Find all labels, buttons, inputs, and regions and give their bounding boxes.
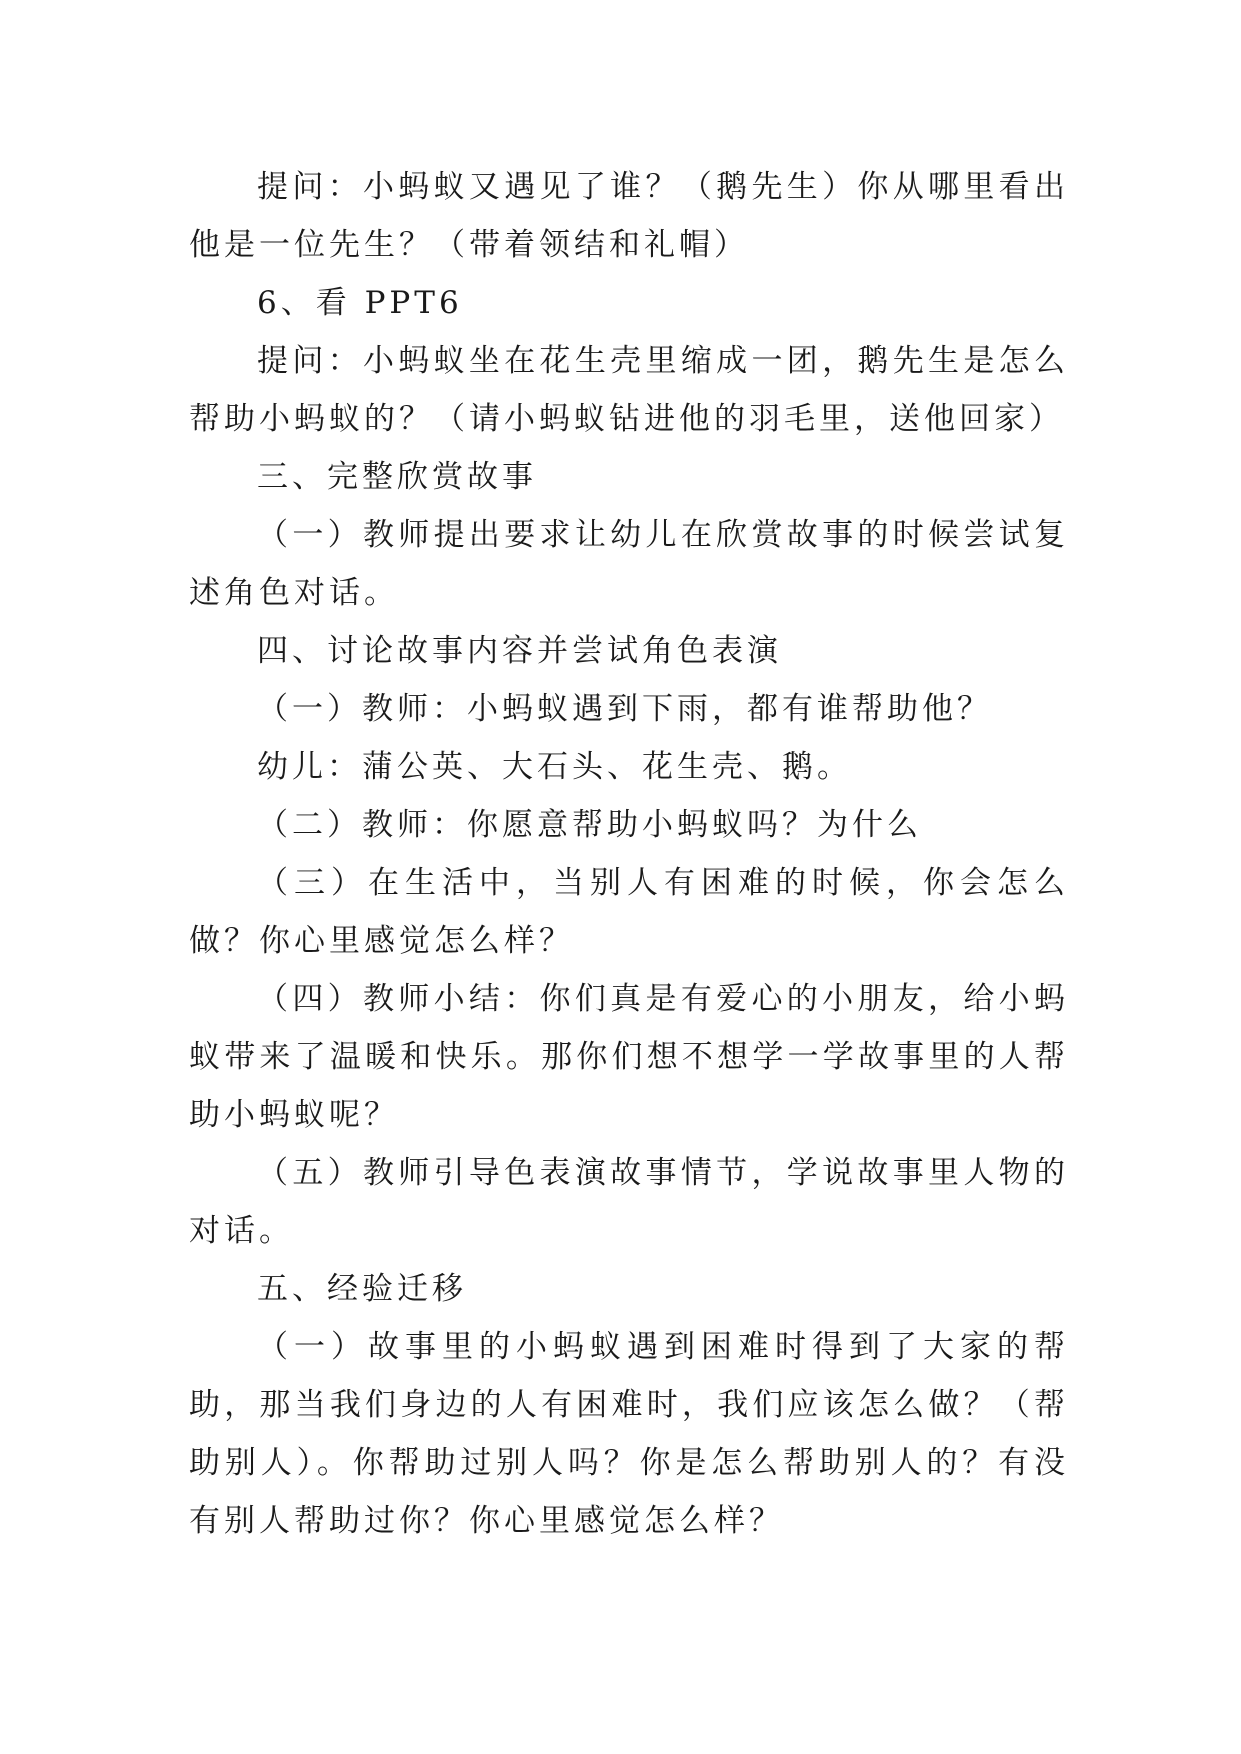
paragraph-3-1: （一）教师提出要求让幼儿在欣赏故事的时候尝试复述角色对话。 [189,517,1069,611]
paragraph-4-5: （五）教师引导色表演故事情节，学说故事里人物的对话。 [189,1155,1069,1249]
paragraph-4-2: （二）教师：你愿意帮助小蚂蚁吗？为什么 [257,807,922,843]
paragraph-question-peanut-shell: 提问：小蚂蚁坐在花生壳里缩成一团，鹅先生是怎么帮助小蚂蚁的？（请小蚂蚁钻进他的羽毛里，送他回家） [189,343,1069,437]
document-body [189,158,1069,1550]
paragraph-question-goose: 提问：小蚂蚁又遇见了谁？（鹅先生）你从哪里看出他是一位先生？（带着领结和礼帽） [189,169,1069,263]
paragraph-step-ppt6: 6、看 PPT6 [257,285,463,321]
section-heading-4: 四、讨论故事内容并尝试角色表演 [257,633,782,669]
paragraph-5-1: （一）故事里的小蚂蚁遇到困难时得到了大家的帮助，那当我们身边的人有困难时，我们应该怎么做？（帮助别人）。你帮助过别人吗？你是怎么帮助别人的？有没有别人帮助过你？你心里感觉怎么样？ [189,1329,1069,1539]
paragraph-4-4: （四）教师小结：你们真是有爱心的小朋友，给小蚂蚁带来了温暖和快乐。那你们想不想学一学故事里的人帮助小蚂蚁呢？ [189,981,1069,1133]
paragraph-4-1-answer: 幼儿：蒲公英、大石头、花生壳、鹅。 [257,749,852,785]
paragraph-4-3: （三）在生活中，当别人有困难的时候，你会怎么做？你心里感觉怎么样？ [189,865,1069,959]
paragraph-4-1: （一）教师：小蚂蚁遇到下雨，都有谁帮助他？ [257,691,992,727]
section-heading-5: 五、经验迁移 [257,1271,467,1307]
section-heading-3: 三、完整欣赏故事 [257,459,537,495]
